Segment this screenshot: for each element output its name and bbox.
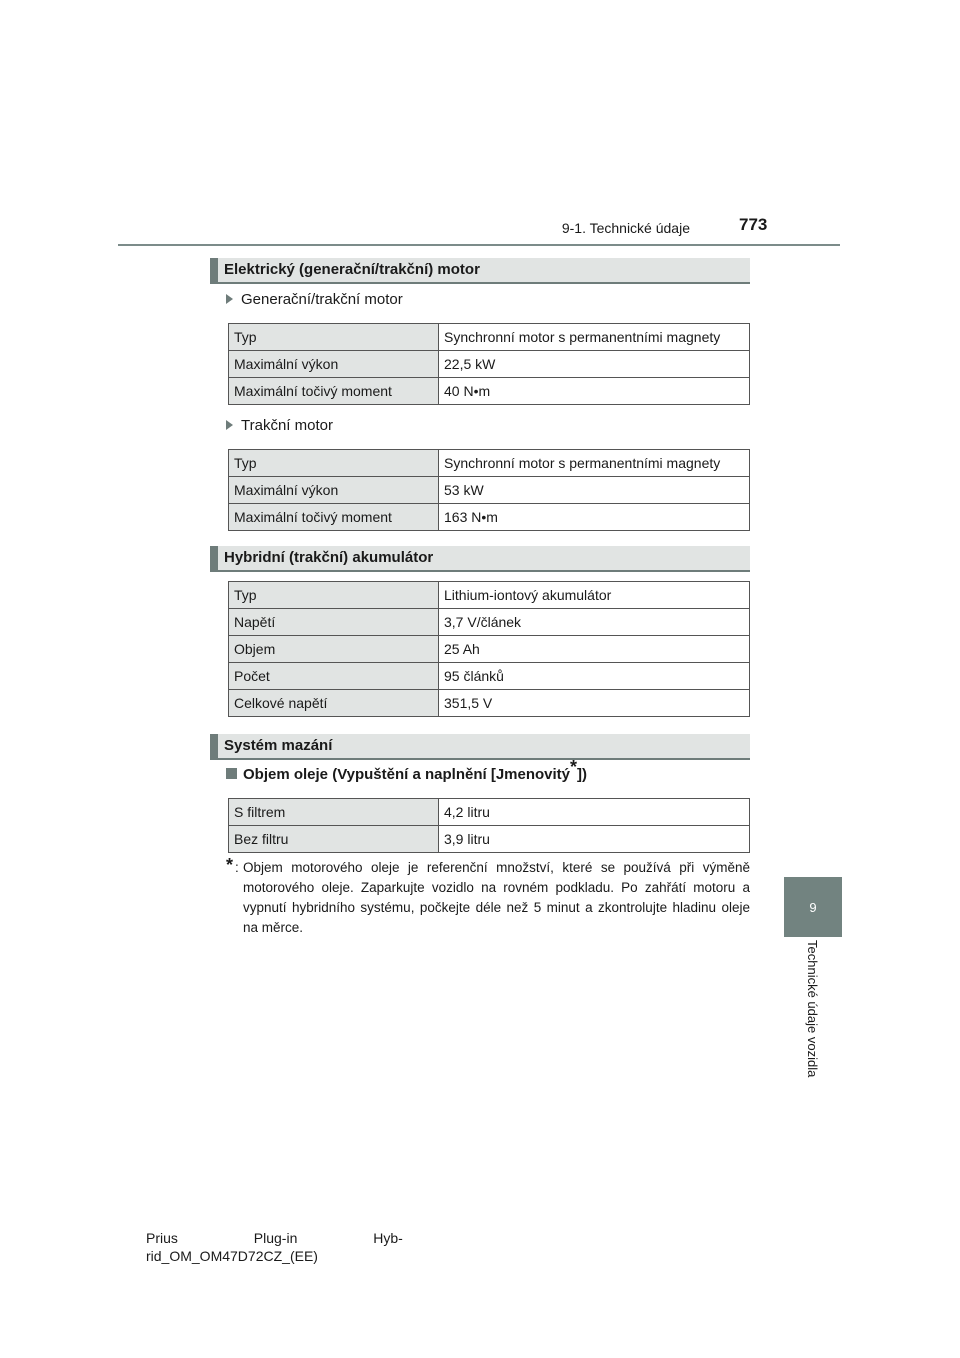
table-row: S filtrem 4,2 litru [229, 799, 750, 826]
footnote-mark: * [226, 855, 234, 875]
table-row: Celkové napětí 351,5 V [229, 690, 750, 717]
battery-table [228, 581, 750, 717]
section-bar [210, 258, 218, 284]
square-bullet-icon [226, 768, 237, 779]
table-row: Typ Lithium-iontový akumulátor [229, 582, 750, 609]
subheading-generator-motor: Generační/trakční motor [226, 291, 403, 308]
table-row: Maximální točivý moment 163 N•m [229, 504, 750, 531]
section-heading-lubrication [210, 734, 750, 760]
footnote-text: Objem motorového oleje je referenční množství, které se používá při výměně motorového oleje. Zaparkujte vozidlo na rovném podkladu. Po zahřátí motoru a vypnutí hybridního systému, počkejte déle než 5 minut a zkontrolujte hladinu oleje na měrce. [243, 860, 750, 935]
table-row: Bez filtru 3,9 litru [229, 826, 750, 853]
section-heading-electric-motor [210, 258, 750, 284]
table-row: Typ Synchronní motor s permanentními magnety [229, 324, 750, 351]
footnote: * : Objem motorového oleje je referenční množství, které se používá při výměně motorového oleje. Zaparkujte vozidlo na rovném podkladu. Po zahřátí motoru a vypnutí hybridního systému, počkejte déle než 5 minut a zkontrolujte hladinu oleje na měrce. [226, 858, 750, 938]
oil-capacity-table [228, 798, 750, 853]
section-title: 9-1. Technické údaje [561, 220, 690, 236]
section-bar [210, 546, 218, 572]
header-divider [118, 244, 840, 246]
table-row: Napětí 3,7 V/článek [229, 609, 750, 636]
traction-motor-table [228, 449, 750, 531]
triangle-bullet-icon [226, 420, 233, 430]
table-row: Maximální výkon 22,5 kW [229, 351, 750, 378]
subheading-oil-capacity: Objem oleje (Vypuštění a naplnění [Jmenovitý*]) [226, 766, 587, 783]
chapter-tab-label: Technické údaje vozidla [805, 940, 820, 1078]
section-bar [210, 734, 218, 760]
table-row: Maximální výkon 53 kW [229, 477, 750, 504]
section-heading-text: Systém mazání [224, 737, 333, 754]
page-number: 773 [739, 215, 768, 234]
section-heading-text: Elektrický (generační/trakční) motor [224, 261, 480, 278]
triangle-bullet-icon [226, 294, 233, 304]
generator-motor-table [228, 323, 750, 405]
chapter-tab[interactable]: 9 [784, 877, 842, 937]
section-heading-battery [210, 546, 750, 572]
table-row: Objem 25 Ah [229, 636, 750, 663]
subheading-traction-motor: Trakční motor [226, 417, 333, 434]
document-id: Prius Plug-in Hyb- rid_OM_OM47D72CZ_(EE) [146, 1230, 403, 1264]
section-heading-text: Hybridní (trakční) akumulátor [224, 549, 434, 566]
table-row: Maximální točivý moment 40 N•m [229, 378, 750, 405]
table-row: Typ Synchronní motor s permanentními magnety [229, 450, 750, 477]
table-row: Počet 95 článků [229, 663, 750, 690]
